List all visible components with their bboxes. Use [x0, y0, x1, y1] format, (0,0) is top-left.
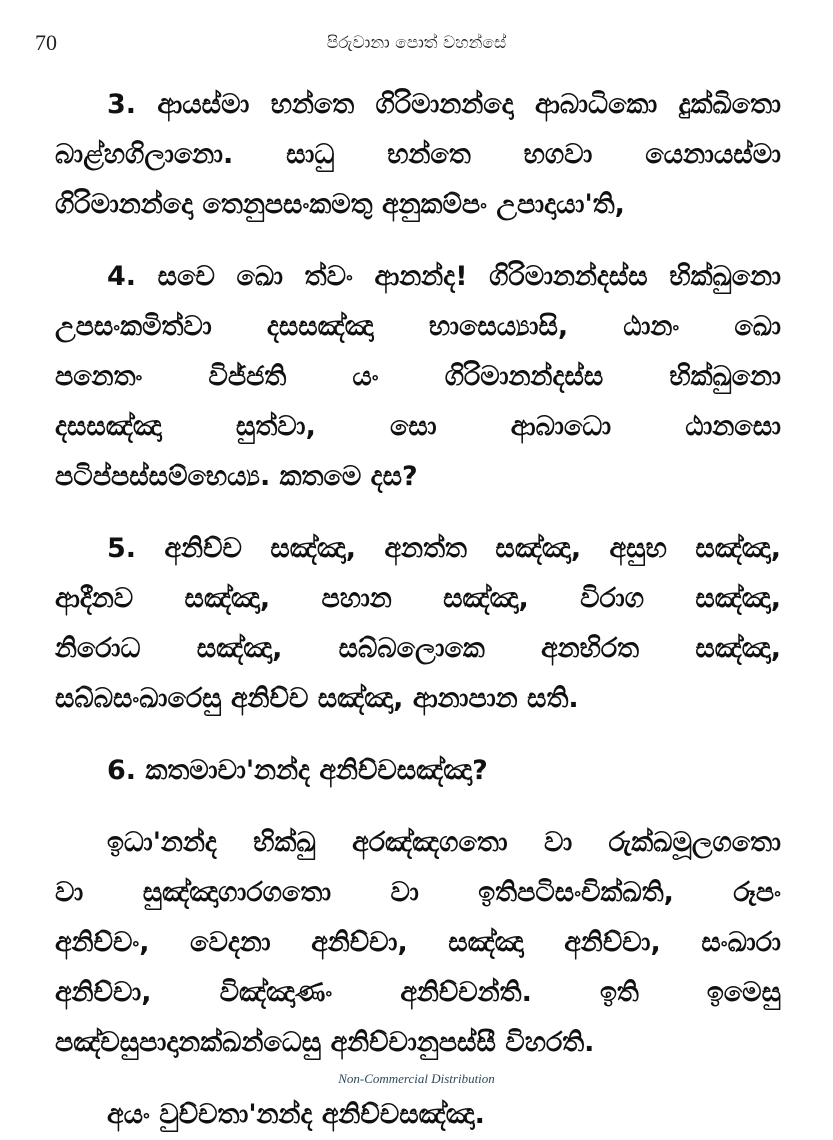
text-line: පඤ්චසුපාදානක්ඛන්ධෙසු අනිච්චානුපස්සී විහරති. [55, 1027, 595, 1058]
paragraph-3 [55, 80, 781, 230]
text-line: 4. සචෙ ඛො ත්වං ආනන්ද! ගිරිමානන්දස්ස භික්ඛුනො [107, 261, 781, 292]
text-line: 5. අනිච්ච සඤ්ඤා, අනත්ත සඤ්ඤා, අසුභ සඤ්ඤා, [107, 533, 781, 564]
text-line: සබ්බසංඛාරෙසු අනිච්ච සඤ්ඤා, ආනාපාන සති. [55, 683, 579, 714]
text-line: 3. ආයස්මා භන්තෙ ගිරිමානන්දො ආබාධිකො දුක්ඛිතො [107, 89, 781, 120]
text-line: පටිප්පස්සම්භෙය්‍ය. කතමෙ දස? [55, 461, 418, 492]
text-line: ආදීනව සඤ්ඤා, පහාන සඤ්ඤා, විරාග සඤ්ඤා, [55, 583, 781, 614]
text-line: අයං වුච්චතා'නන්ද අනිච්චසඤ්ඤා. [107, 1099, 485, 1130]
body-text [55, 80, 781, 1140]
running-header: පිරුවානා පොත් වහන්සේ [326, 33, 507, 53]
text-line: ඉධා'නන්ද භික්ඛු අරඤ්ඤගතො වා රුක්ඛමූලගතො [107, 827, 781, 858]
text-line: පනෙතං විජ්ජති යං ගිරිමානන්දස්ස භික්ඛුනො [55, 361, 781, 392]
page-number: 70 [35, 30, 57, 55]
text-line: නිරොධ සඤ්ඤා, සබ්බලොකෙ අනභිරත සඤ්ඤා, [55, 633, 781, 664]
paragraph-6-body [55, 818, 781, 1068]
text-line: අනිච්චං, වෙදනා අනිච්චා, සඤ්ඤා අනිච්චා, සංඛාරා [55, 927, 781, 958]
text-line: උපසංකමිත්වා දසසඤ්ඤා භාසෙය්‍යාසි, ඨානං ඛො [55, 311, 781, 342]
paragraph-4 [55, 252, 781, 502]
text-line: වා සුඤ්ඤාගාරගතො වා ඉතිපටිසංචික්ඛති, රූපං [55, 877, 781, 908]
paragraph-6-close [55, 1090, 781, 1140]
paragraph-5 [55, 524, 781, 724]
footer-distribution-note: Non-Commercial Distribution [338, 1071, 495, 1086]
text-line: ගිරිමානන්දො තෙනුපසංකමතු අනුකම්පං උපාදායා'ති, [55, 189, 625, 220]
text-line: දසසඤ්ඤා සුත්වා, සො ආබාධො ඨානසො [55, 411, 781, 442]
paragraph-6-heading [55, 746, 781, 796]
text-line: බාළ්හගිලානො. සාධු භන්තෙ භගවා යෙනායස්මා [55, 139, 781, 170]
text-line: අනිච්චා, විඤ්ඤාණං අනිච්චන්ති. ඉති ඉමෙසු [55, 977, 781, 1008]
text-line: 6. කතමාචා'නන්ද අනිච්චසඤ්ඤා? [107, 755, 488, 786]
